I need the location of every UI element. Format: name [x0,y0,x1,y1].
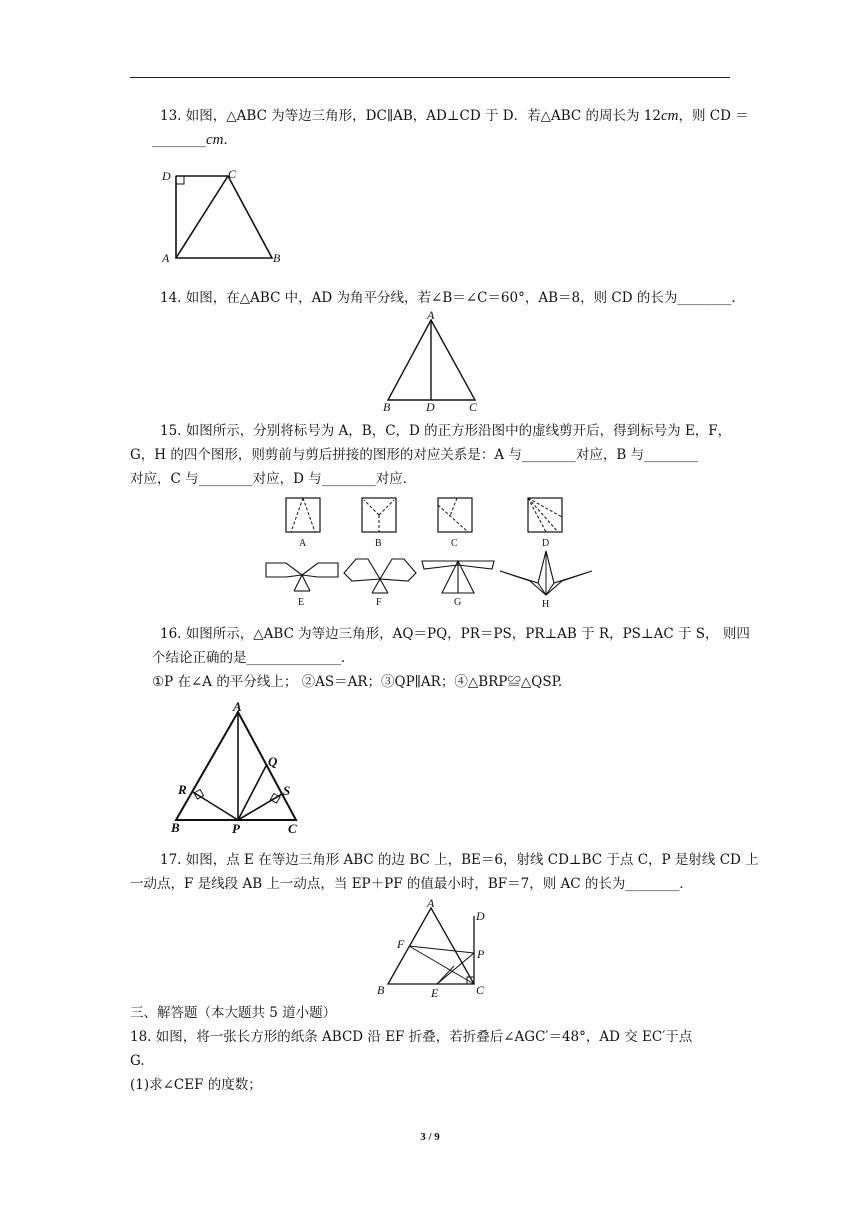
q16-line1: 16. 如图所示，△ABC 为等边三角形，AQ＝PQ，PR＝PS，PR⊥AB 于 R，PS⊥AC 于 S， 则四 [160,626,750,642]
q17-label-c: C [476,983,485,997]
q16-label-p: P [232,821,240,836]
q13-label-b: B [273,251,281,265]
q14-label-a: A [427,308,435,322]
q15-label-d: D [542,538,550,549]
q17-line2: 一动点，F 是线段 AB 上一动点，当 EP＋PF 的值最小时，BF＝7，则 AC 的长为________． [130,876,693,892]
q18-line1: 18. 如图，将一张长方形的纸条 ABCD 沿 EF 折叠，若折叠后∠AGC′＝48°，AD 交 EC′于点 [130,1029,693,1045]
q16-label-a: A [233,699,242,714]
q16-label-s: S [283,783,291,798]
q13-label-d: D [162,169,171,183]
q16-label-c: C [288,821,297,836]
q14-text: 14. 如图，在△ABC 中，AD 为角平分线，若∠B＝∠C＝60°，AB＝8，则 CD 的长为________． [160,290,745,306]
q15-line3: 对应，C 与________对应，D 与________对应． [130,471,417,487]
q15-line1: 15. 如图所示，分别将标号为 A，B，C，D 的正方形沿图中的虚线剪开后，得到标号为 E，F， [160,423,732,439]
q15-label-f: F [376,597,382,608]
q16-line2: 个结论正确的是______________． [152,650,355,666]
q17-label-a: A [427,896,435,910]
q18-sub1: (1)求∠CEF 的度数； [130,1077,262,1093]
q15-label-e: E [298,597,305,608]
q14-label-b: B [383,400,391,414]
q17-label-b: B [377,983,385,997]
q17-label-e: E [431,986,439,1000]
q13-label-a: A [162,251,170,265]
q17-line1: 17. 如图，点 E 在等边三角形 ABC 的边 BC 上，BE＝6，射线 CD⊥BC 于点 C，P 是射线 CD 上 [160,852,759,868]
section3-title: 三、解答题（本大题共 5 道小题） [130,1005,337,1021]
q13-line2: ________cm． [152,132,237,148]
q13-line1: 13. 如图，△ABC 为等边三角形，DC∥AB，AD⊥CD 于 D．若△ABC 的周长为 12cm，则 CD ＝ [160,108,749,124]
q17-label-p: P [477,947,485,961]
q17-label-f: F [397,937,405,951]
q15-figure [262,495,582,615]
q16-label-r: R [178,782,187,797]
q13-label-c: C [228,167,237,181]
q15-line2: G，H 的四个图形，则剪前与剪后拼接的图形的对应关系是：A 与________对应，B 与________ [130,447,699,463]
q16-figure [160,700,310,840]
header-rule [130,77,730,78]
q13-figure [150,160,290,270]
q15-label-b: B [375,538,382,549]
q17-label-d: D [476,909,485,923]
q18-line2: G. [130,1053,145,1069]
q16-label-q: Q [268,754,278,769]
q14-label-c: C [469,400,478,414]
page-number: 3 / 9 [420,1131,440,1143]
q15-label-a: A [299,538,307,549]
q14-figure [378,308,488,416]
q15-label-h: H [542,599,550,610]
q16-line3: ①P 在∠A 的平分线上； ②AS＝AR；③QP∥AR；④△BRP≌△QSP. [152,674,563,690]
q15-label-g: G [454,597,462,608]
q16-label-b: B [171,820,180,835]
q15-label-c: C [451,538,458,549]
q17-figure [370,896,500,1002]
q14-label-d: D [426,400,435,414]
